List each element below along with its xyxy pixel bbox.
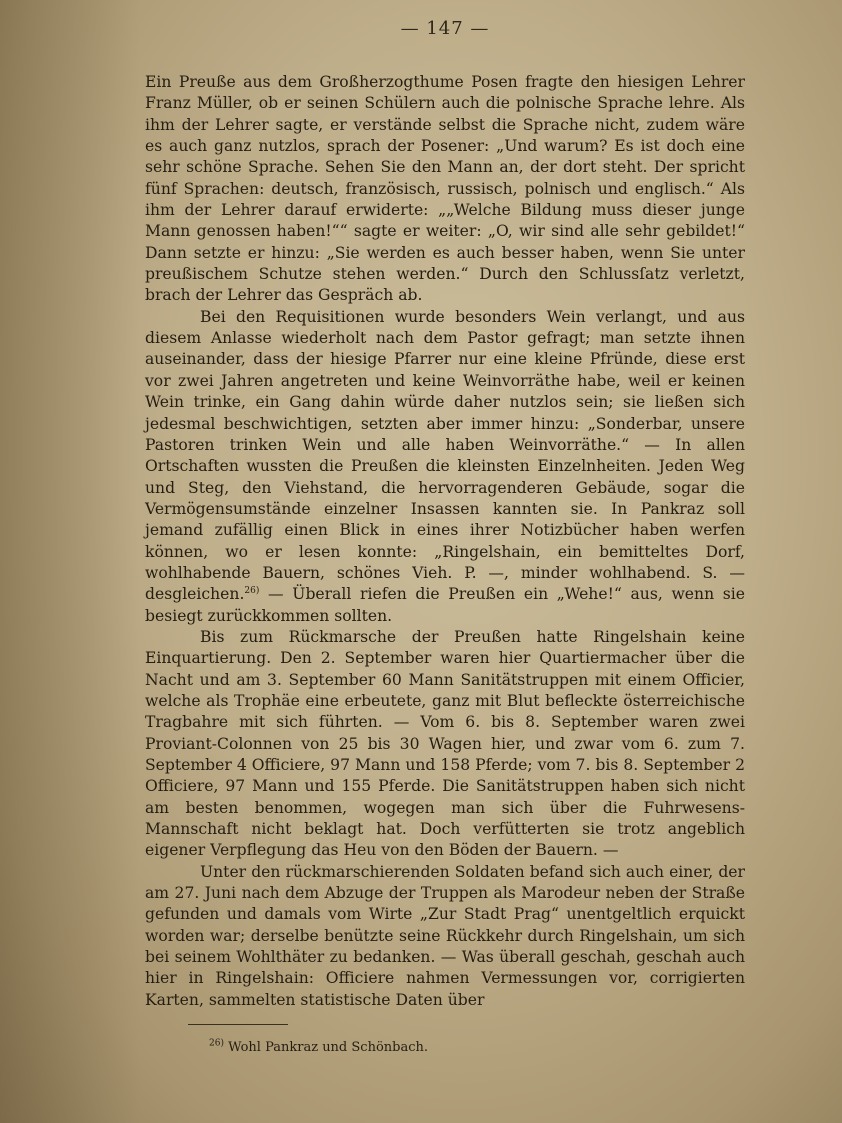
paragraph-1: Ein Preuße aus dem Großherzogthume Posen fragte den hiesigen Lehrer Franz Müller, ob er seinen Schülern auch die polnische Sprache lehre. Als ihm der Lehrer sagte, er verstände selbst die Sprache nicht, zudem wäre es auch ganz nutzlos, sprach der Posener: „Und warum? Es ist doch eine sehr schöne Sprache. Sehen Sie den Mann an, der dort steht. Der spricht fünf Sprachen: deutsch, französisch, russisch, polnisch und englisch.“ Als ihm der Lehrer darauf erwiderte: „„Welche Bildung muss dieser junge Mann genossen haben!““ sagte er weiter: „O, wir sind alle sehr gebildet!“ Dann setzte er hinzu: „Sie werden es auch besser haben, wenn Sie unter preußischem Schutze stehen werden.“ Durch den Schlussſatz verletzt, brach der Lehrer das Gespräch ab. bbox=[145, 73, 745, 305]
paragraph-2 bbox=[145, 307, 745, 627]
paragraph-2-tail: — Überall riefen die Preußen ein „Wehe!“ aus, wenn sie besiegt zurückkommen sollten. bbox=[145, 585, 745, 625]
paragraph-4: Unter den rückmarschierenden Soldaten befand sich auch einer, der am 27. Juni nach dem Abzuge der Truppen als Marodeur neben der Straße gefunden und damals vom Wirte „Zur Stadt Prag“ unentgeltlich erquickt worden war; derselbe benützte seine Rückkehr durch Ringelshain, um sich bei seinem Wohlthäter zu bedanken. — Was überall geschah, geschah auch hier in Ringelshain: Officiere nahmen Vermessungen vor, corrigierten Karten, sammelten statistische Daten über bbox=[145, 862, 745, 1009]
footnote-marker: 26) bbox=[209, 1038, 224, 1049]
body-text bbox=[145, 72, 745, 1011]
paragraph-3: Bis zum Rückmarsche der Preußen hatte Ringelshain keine Einquartierung. Den 2. September waren hier Quartiermacher über die Nacht und am 3. September 60 Mann Sanitätstruppen mit einem Officier, welche als Trophäe eine erbeutete, ganz mit Blut befleckte österreichische Tragbahre mit sich führten. — Vom 6. bis 8. September waren zwei Proviant-Colonnen von 25 bis 30 Wagen hier, und zwar vom 6. zum 7. September 4 Officiere, 97 Mann und 158 Pferde; vom 7. bis 8. September 2 Officiere, 97 Mann und 155 Pferde. Die Sanitätstruppen haben sich nicht am besten benommen, wogegen man sich über die Fuhrwesens-Mannschaft nicht beklagt hat. Doch verfütterten sie trotz angeblich eigener Verpflegung das Heu von den Böden der Bauern. — bbox=[145, 627, 745, 860]
footnote-text: Wohl Pankraz und Schönbach. bbox=[228, 1040, 429, 1055]
paragraph-2-text: Bei den Requisitionen wurde besonders Wein verlangt, und aus diesem Anlasse wiederholt nach dem Pastor gefragt; man setzte ihnen auseinander, dass der hiesige Pfarrer nur eine kleine Pfründe, diese erst vor zwei Jahren angetreten und keine Weinvorräthe habe, weil er keinen Wein trinke, ein Gang dahin würde daher nutzlos sein; sie ließen sich jedesmal beschwichtigen, setzten aber immer hinzu: „Sonderbar, unsere Pastoren trinken Wein und alle haben Weinvorräthe.“ — In allen Ortschaften wussten die Preußen die kleinsten Einzelnheiten. Jeden Weg und Steg, den Viehstand, die hervorragenderen Gebäude, sogar die Vermögensumstände einzelner Insassen kannten sie. In Pankraz soll jemand zufällig einen Blick in eines ihrer Notizbücher haben werfen können, wo er lesen konnte: „Ringelshain, ein bemitteltes Dorf, wohlhabende Bauern, schönes Vieh. P. —, minder wohlhabend. S. — desgleichen. bbox=[145, 307, 745, 604]
page-number: — 147 — bbox=[400, 18, 490, 39]
footnote-reference: 26) bbox=[244, 586, 260, 597]
footnote bbox=[209, 1040, 609, 1055]
footnote-divider bbox=[188, 1024, 288, 1025]
